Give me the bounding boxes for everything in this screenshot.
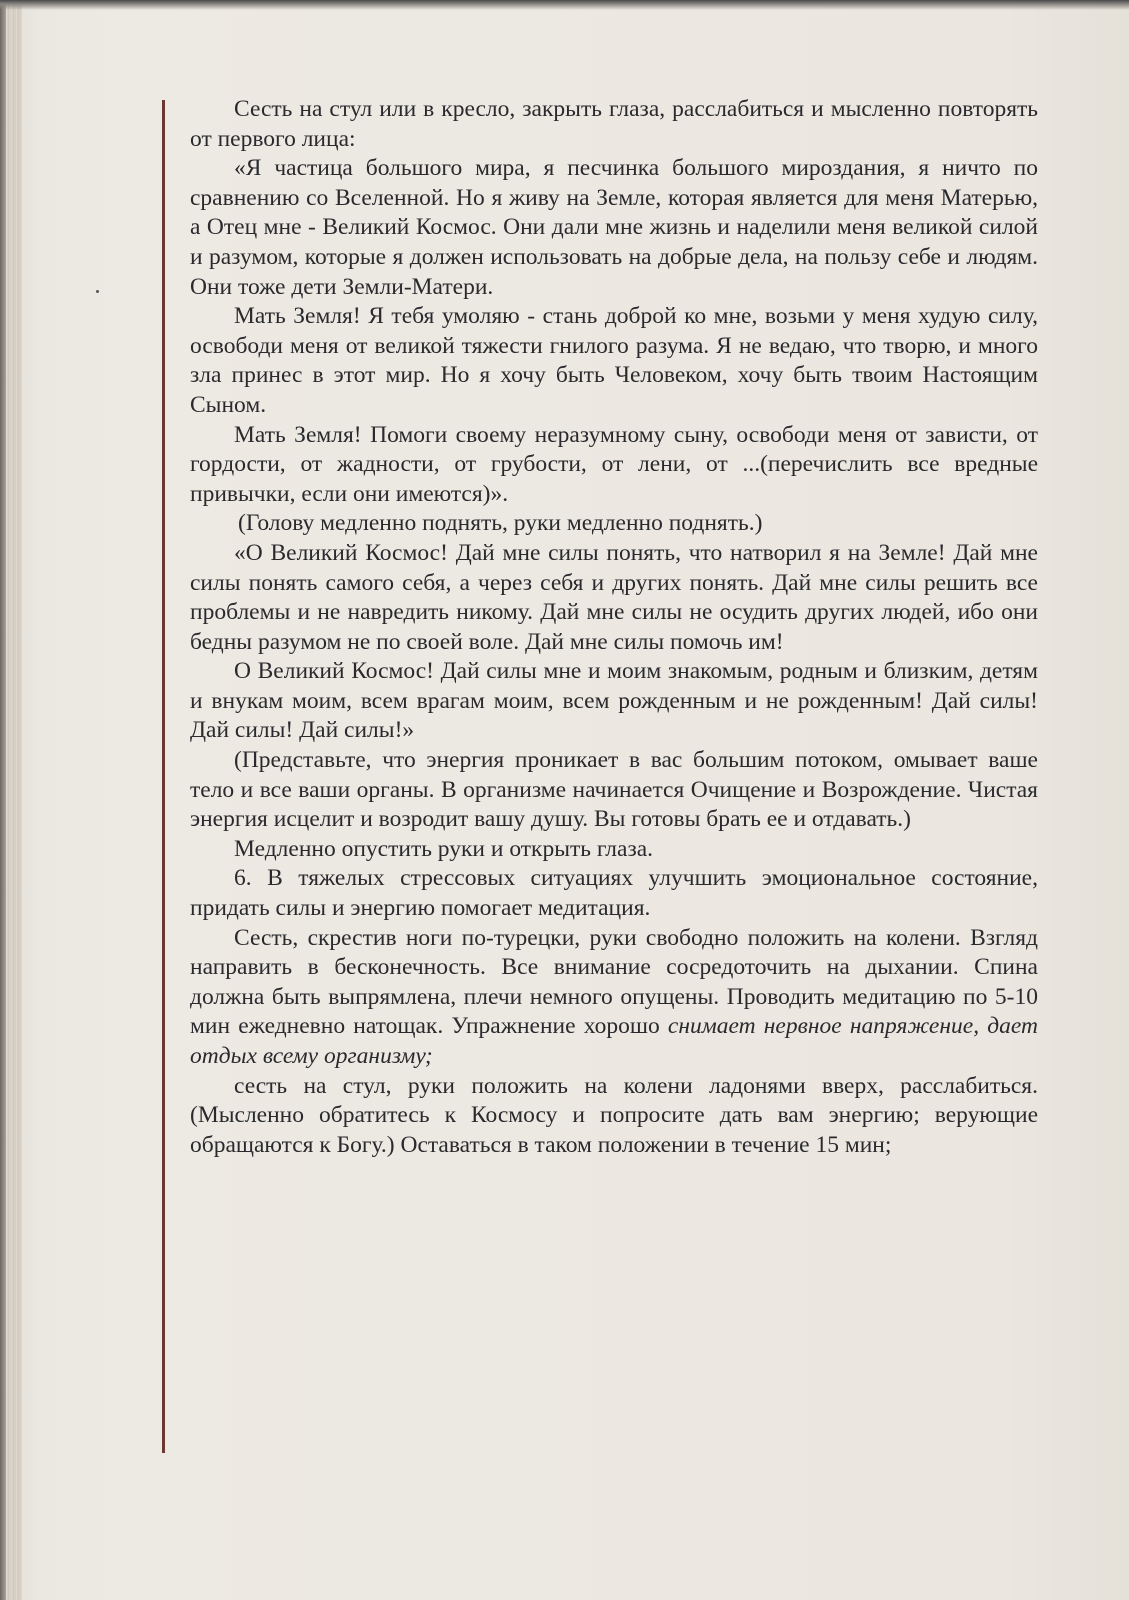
paragraph-4: Мать Земля! Помоги своему неразумному сыну, освободи меня от зависти, от гордости, от жадности, от грубости, от лени, от ...(перечислить все вредные привычки, если они имеются)». [190,421,1038,507]
paragraph-8: (Представьте, что энергия проникает в вас большим потоком, омывает ваше тело и все ваши органы. В организме начинается Очищение и Возрождение. Чистая энергия исцелит и возродит вашу душу. Вы готовы брать ее и отдавать.) [190,747,1038,833]
body-text [190,95,1038,1160]
paragraph-11-text: Сесть, скрестив ноги по-турецки, руки свободно положить на колени. Взгляд направить в бесконечность. Все внимание сосредоточить на дыхании. Спина должна быть выпрямлена, плечи немного опущены. Проводить медитацию по 5-10 мин ежедневно натощак. Упражнение хорошо [190,924,1038,1040]
paper-speck [96,290,99,293]
paragraph-11-italic: снимает нервное напряжение, дает отдых всему организму; [190,1013,1038,1069]
top-edge-shadow [0,0,1129,10]
binding-shadow [0,0,6,1600]
paragraph-1: Сесть на стул или в кресло, закрыть глаза, расслабиться и мысленно повторять от первого лица: [190,96,1038,152]
paragraph-3: Мать Земля! Я тебя умоляю - стань доброй ко мне, возьми у меня худую силу, освободи меня от великой тяжести гнилого разума. Я не ведаю, что творю, и много зла принес в этот мир. Но я хочу быть Человеком, хочу быть твоим Настоящим Сыном. [190,303,1038,418]
margin-rule [162,100,165,1453]
paragraph-12: сесть на стул, руки положить на колени ладонями вверх, расслабиться. (Мысленно обратитесь к Космосу и попросите дать вам энергию; верующие обращаются к Богу.) Оставаться в таком положении в течение 15 мин; [190,1072,1038,1158]
paragraph-11 [190,924,1038,1072]
paragraph-2: «Я частица большого мира, я песчинка большого мироздания, я ничто по сравнению со Вселенной. Но я живу на Земле, которая является для меня Матерью, а Отец мне - Великий Космос. Они дали мне жизнь и наделили меня великой силой и разумом, которые я должен использовать на добрые дела, на пользу себе и людям. Они тоже дети Земли-Матери. [190,155,1038,300]
paragraph-10: 6. В тяжелых стрессовых ситуациях улучшить эмоциональное состояние, придать силы и энергию помогает медитация. [190,865,1038,922]
paragraph-6: «О Великий Космос! Дай мне силы понять, что натворил я на Земле! Дай мне силы понять самого себя, а через себя и других понять. Дай мне силы решить все проблемы и не навредить никому. Дай мне силы не осудить других людей, ибо они бедны разумом не по своей воле. Дай мне силы помочь им! [190,539,1038,655]
paragraph-9: Медленно опустить руки и открыть глаза. [234,835,654,862]
paragraph-7: О Великий Космос! Дай силы мне и моим знакомым, родным и близким, детям и внукам моим, всем врагам моим, всем рожденным и не рожденным! Дай силы! Дай силы! Дай силы!» [190,658,1038,744]
paragraph-5: (Голову медленно поднять, руки медленно поднять.) [238,510,763,537]
